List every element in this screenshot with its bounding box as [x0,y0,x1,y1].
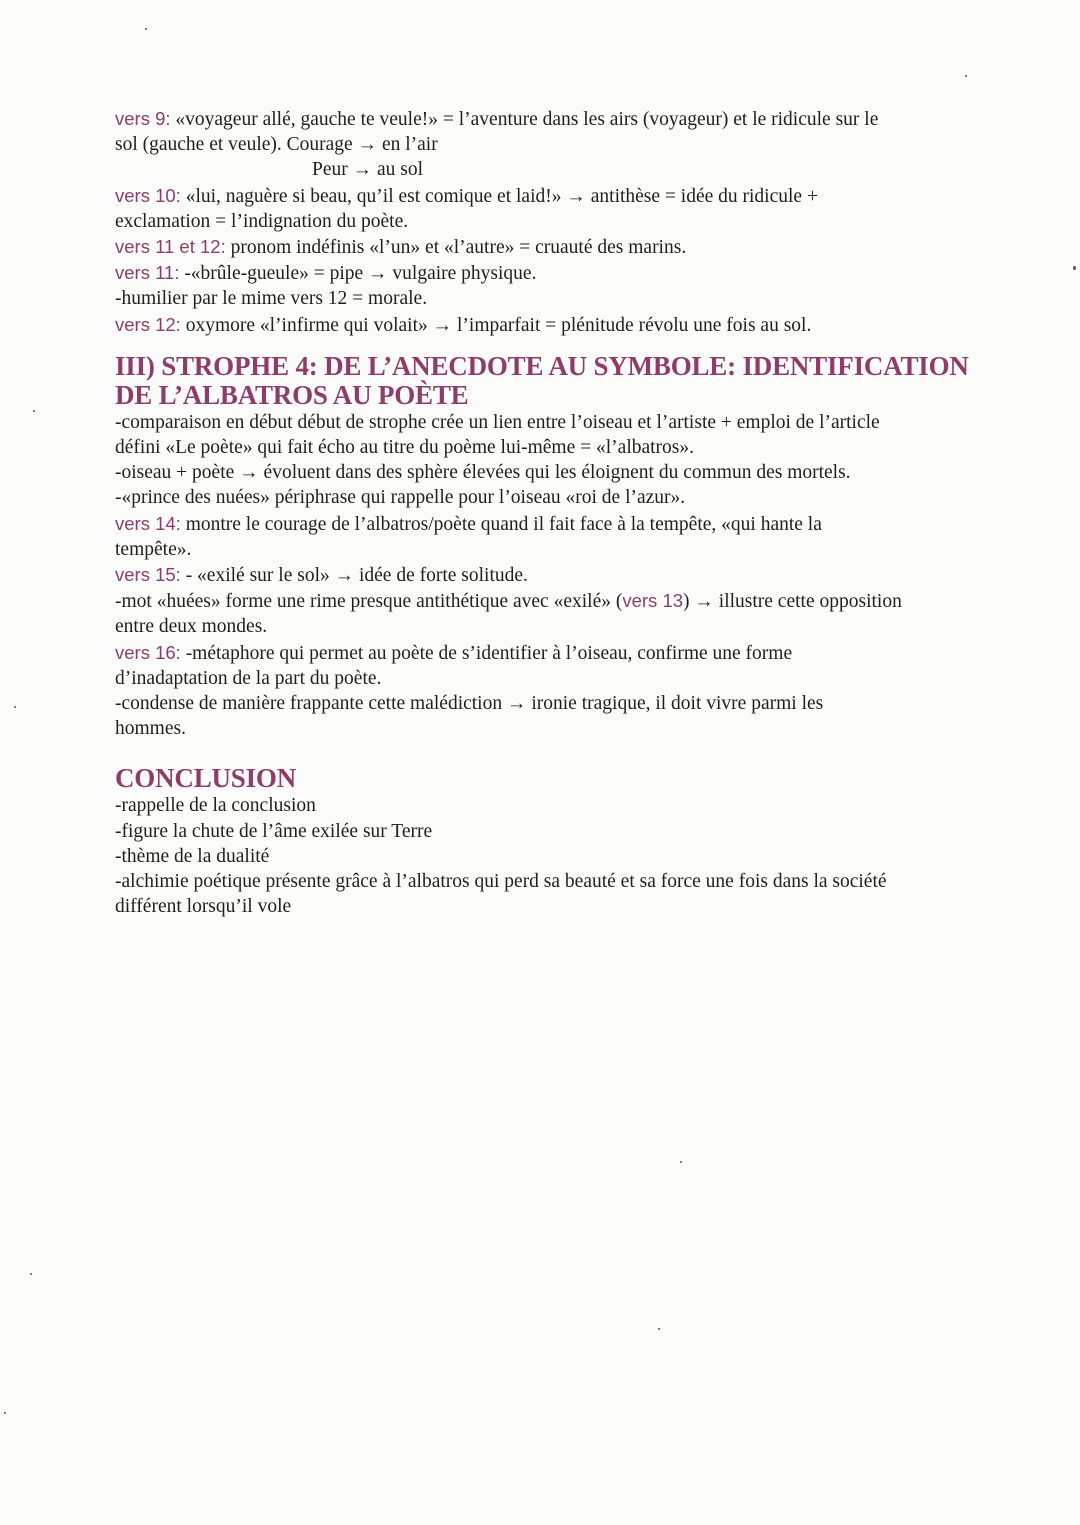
text-line [115,537,1015,562]
verse-label: vers 14: [115,512,181,534]
line-text: -«brûle-gueule» = pipe → vulgaire physique. [179,263,537,285]
verse-label: vers 10: [115,184,181,206]
text-line [115,460,1015,485]
document-page [115,106,1015,919]
scan-speck [680,1161,682,1163]
scan-speck [1073,266,1076,270]
text-line [115,286,1015,311]
text-line [115,716,1015,741]
conclusion-line: -figure la chute de l’âme exilée sur Terre [115,820,433,842]
conclusion-line: -alchimie poétique présente grâce à l’albatros qui perd sa beauté et sa force une fois dans la société [115,871,887,893]
line-text: -«prince des nuées» périphrase qui rappelle pour l’oiseau «roi de l’azur». [115,487,686,509]
text-line [115,691,1015,716]
conclusion-body [115,793,1015,919]
conclusion-line: -thème de la dualité [115,845,270,867]
text-line [115,312,1015,338]
line-text: exclamation = l’indignation du poète. [115,210,409,232]
verse-label: vers 16: [115,641,181,663]
verse-label: vers 11 et 12: [115,236,226,258]
verse-label: vers 13 [622,590,684,612]
scan-speck [965,75,967,77]
line-text: -métaphore qui permet au poète de s’identifier à l’oiseau, confirme une forme [180,642,793,664]
verse-label: vers 11: [115,262,180,284]
line-text: oxymore «l’infirme qui volait» → l’imparfait = plénitude révolu une fois au sol. [180,314,812,336]
line-text: défini «Le poète» qui fait écho au titre du poème lui-même = «l’albatros». [115,437,695,459]
section-3-heading [115,352,1015,410]
scan-speck [4,1412,6,1414]
text-line [115,209,1015,234]
line-text: -mot «huées» forme une rime presque antithétique avec «exilé» ( [115,591,623,613]
text-line [115,183,1015,209]
line-text: pronom indéfinis «l’un» et «l’autre» = cruauté des marins. [225,237,687,259]
text-line [115,106,1015,132]
line-text: hommes. [115,718,186,740]
scan-speck [658,1328,660,1330]
text-line [115,640,1015,666]
text-line [115,260,1015,286]
line-text: ) → illustre cette opposition [683,591,902,613]
scan-speck [33,410,35,412]
line-text: entre deux mondes. [115,616,268,638]
section-3-heading-line-2: DE L’ALBATROS AU POÈTE [115,379,469,410]
text-line [115,234,1015,260]
verse-label: vers 12: [115,313,181,335]
conclusion-line: différent lorsqu’il vole [115,896,292,918]
text-line [115,588,1015,614]
section-2-continuation [115,106,1015,338]
section-3-body [115,410,1015,742]
line-text: Peur → au sol [312,159,424,181]
scan-speck [14,706,16,708]
text-line [115,157,1015,182]
text-line [115,485,1015,510]
line-text: «voyageur allé, gauche te veule!» = l’aventure dans les airs (voyageur) et le ridicule sur le [170,109,879,130]
line-text: - «exilé sur le sol» → idée de forte solitude. [180,565,528,587]
text-line [115,511,1015,537]
verse-label: vers 15: [115,564,181,586]
line-text: -condense de manière frappante cette malédiction → ironie tragique, il doit vivre parmi les [115,693,824,715]
line-text: «lui, naguère si beau, qu’il est comique et laid!» → antithèse = idée du ridicule + [180,185,818,207]
text-line [115,614,1015,639]
conclusion-heading: CONCLUSION [115,763,297,794]
text-line [115,562,1015,588]
line-text: -oiseau + poète → évoluent dans des sphère élevées qui les éloignent du commun des mortels. [115,462,851,484]
text-line [115,410,1015,435]
verse-label: vers 9: [115,108,171,129]
scan-speck [145,28,147,30]
line-text: -comparaison en début début de strophe crée un lien entre l’oiseau et l’artiste + emploi de l’article [115,411,880,433]
scan-speck [30,1273,32,1275]
text-line [115,666,1015,691]
section-3-heading-line-1: III) STROPHE 4: DE L’ANECDOTE AU SYMBOLE: IDENTIFICATION [115,350,969,381]
line-text: d’inadaptation de la part du poète. [115,667,382,689]
text-line [115,435,1015,460]
line-text: montre le courage de l’albatros/poète quand il fait face à la tempête, «qui hante la [180,513,822,535]
line-text: tempête». [115,538,192,560]
line-text: sol (gauche et veule). Courage → en l’air [115,134,438,156]
text-line [115,132,1015,157]
conclusion-line: -rappelle de la conclusion [115,795,316,817]
line-text: -humilier par le mime vers 12 = morale. [115,288,428,310]
